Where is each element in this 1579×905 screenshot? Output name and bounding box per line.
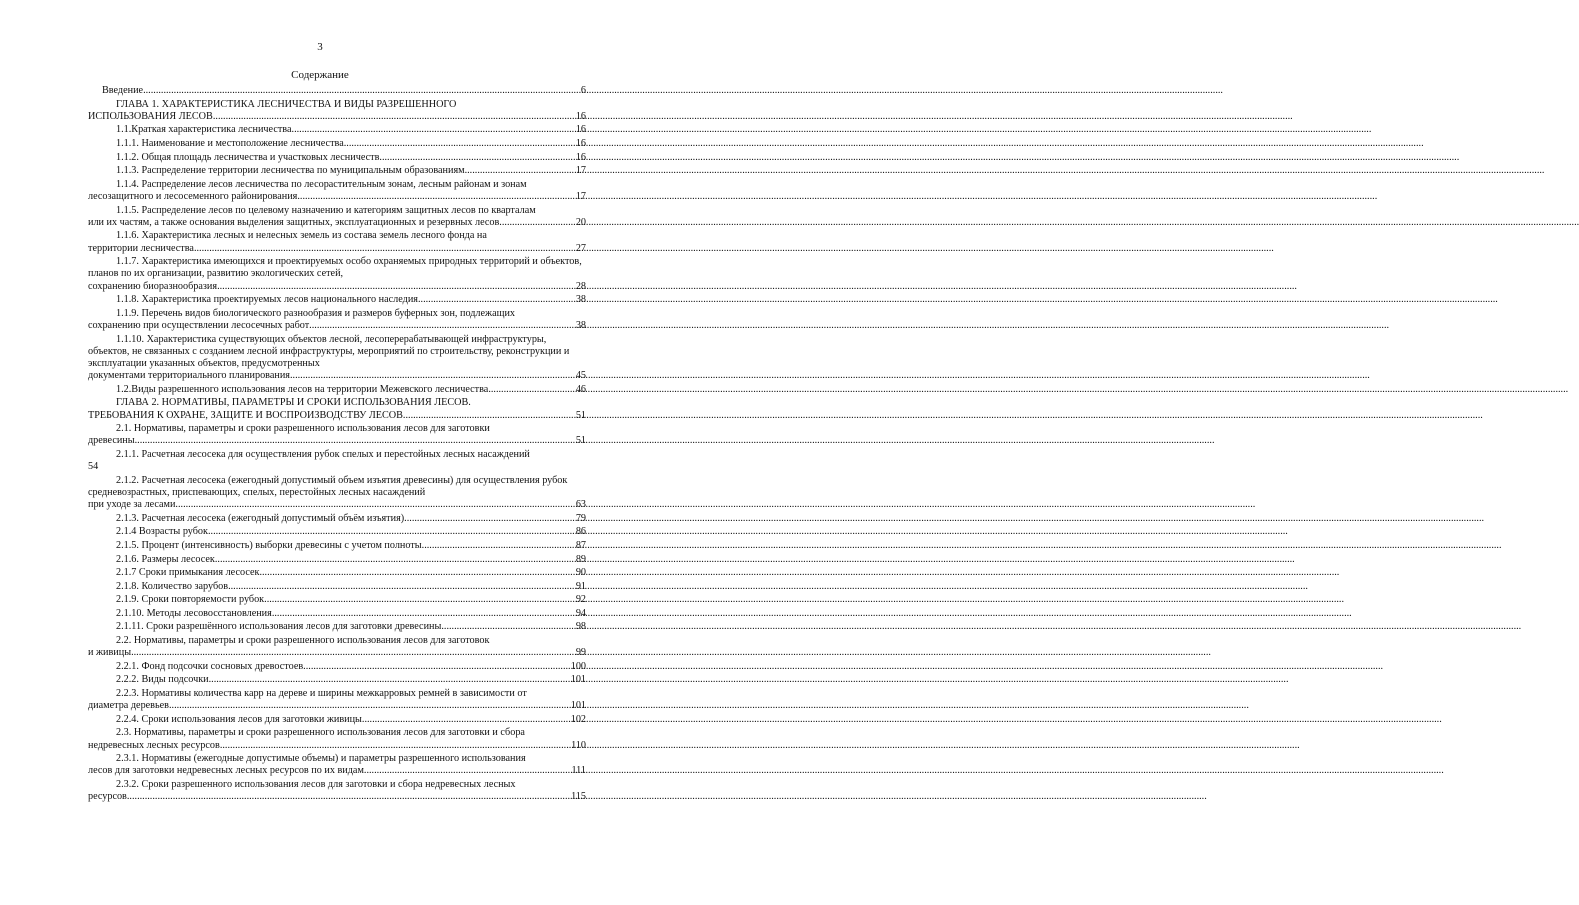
dot-leader [364,765,571,777]
toc-entry-text: 2.2. Нормативы, параметры и сроки разрешенного использования лесов для заготовок [116,635,490,647]
toc-entry-title: 2.1.6. Размеры лесосек [116,553,215,565]
toc-page-number: 87 [575,539,586,551]
toc-entry-title: 2.1.11. Сроки разрешённого использования лесов для заготовки древесины [116,621,442,633]
dot-leader [127,791,570,803]
toc-page-number: 16 [575,110,586,122]
toc-entry-title: 1.1.1. Наименование и местоположение лесничества [116,137,344,149]
toc-entry-title: недревесных лесных ресурсов [88,739,220,751]
toc-entry-title: 2.1.9. Сроки повторяемости рубок [116,594,265,606]
toc-entry-title: при уходе за лесами [88,499,176,511]
toc-entry-title: 54 [88,461,99,473]
toc-entry[interactable] [88,165,586,177]
toc-entry[interactable] [88,449,586,473]
toc-page-number: 45 [575,370,586,382]
toc-page-number: 6 [580,85,586,96]
toc-entry-title: 2.2.2. Виды подсочки [116,674,209,686]
toc-entry-text: 2.3.1. Нормативы (ежегодные допустимые объемы) и параметры разрешенного использования [116,753,526,765]
toc-entry[interactable] [88,661,586,673]
dot-leader [379,152,574,164]
toc-entry-title: 2.1.8. Количество зарубов [116,580,229,592]
toc-entry[interactable] [88,635,586,659]
toc-page-number: 79 [575,512,586,524]
dot-leader [169,700,570,712]
dot-leader [259,567,574,579]
toc-page-number: 89 [575,553,586,565]
toc-entry[interactable] [88,99,586,123]
toc-entry-title: 2.1.3. Расчетная лесосека (ежегодный допустимый объём изъятия) [116,512,405,524]
dot-leader [194,243,575,255]
toc-page-number: 16 [575,124,586,136]
toc-entry-title: 1.2.Виды разрешенного использования лесов на территории Межевского лесничества [116,383,489,395]
toc-page-number: 63 [575,499,586,511]
toc-entry[interactable] [88,308,586,332]
toc-entry[interactable] [88,688,586,712]
toc-entry[interactable] [88,779,586,803]
dot-leader [441,621,574,633]
toc-page-number: 86 [575,526,586,538]
toc-entry[interactable] [88,608,586,620]
toc-entry-title: диаметра деревьев [88,700,169,712]
toc-page-number: 46 [575,383,586,395]
toc-page-number: 110 [571,739,586,751]
toc-entry-text: 2.1. Нормативы, параметры и сроки разрешенного использования лесов для заготовки [116,423,490,435]
toc-entry-title: лесозащитного и лесосеменного районирования [88,190,298,202]
toc-page-number: 16 [575,137,586,149]
toc-entry[interactable] [88,581,586,593]
toc-page-number: 100 [570,660,586,672]
toc-page-number: 51 [575,409,586,421]
toc-entry-text: 2.2.3. Нормативы количества карр на дереве и ширины межкарровых ремней в зависимости от [116,688,527,700]
toc-entry-title: 1.1.Краткая характеристика лесничества [116,124,292,136]
toc-entry-text: 2.3. Нормативы, параметры и сроки разрешенного использования лесов для заготовки и сбора [116,727,525,739]
dot-leader [228,581,575,593]
toc-page-number: 92 [575,594,586,606]
toc-entry-text: 1.1.7. Характеристика имеющихся и проектируемых особо охраняемых природных территорий и объектов, планов по их организации, развитию экологических сетей, [88,256,582,280]
toc-entry[interactable] [88,475,586,512]
toc-entry[interactable] [88,152,586,164]
toc-entry-title: 1.1.3. Распределение территории лесничества по муниципальным образованиям [116,165,465,177]
toc-page-number: 101 [570,674,586,686]
toc-entry[interactable] [88,334,586,383]
toc-entry[interactable] [88,554,586,566]
dot-leader [135,435,575,447]
toc-entry[interactable] [88,423,586,447]
toc-page-number: 51 [575,435,586,447]
dot-leader [404,513,575,525]
toc-entry-text: 1.1.4. Распределение лесов лесничества по лесорастительным зонам, лесным районам и зонам [116,178,527,190]
toc-entry-title: 2.1.7 Сроки примыкания лесосек [116,567,260,579]
toc-page-number: 111 [571,765,586,777]
toc-page-number: 98 [575,621,586,633]
dot-leader [303,661,570,673]
dot-leader [208,526,575,538]
table-of-contents [88,85,586,805]
toc-entry[interactable] [88,621,586,633]
dot-leader [292,124,575,136]
toc-entry-text: ГЛАВА 2. НОРМАТИВЫ, ПАРАМЕТРЫ И СРОКИ ИСПОЛЬЗОВАНИЯ ЛЕСОВ. [116,397,471,409]
toc-entry-title: 2.1.5. Процент (интенсивность) выборки древесины с учетом полноты [116,539,422,551]
dot-leader [220,740,570,752]
toc-page-number: 94 [575,607,586,619]
dot-leader [344,138,575,150]
toc-entry[interactable] [88,540,586,552]
toc-page-number: 28 [575,280,586,292]
toc-entry-title: сохранению биоразнообразия [88,280,218,292]
toc-entry-title: территории лесничества [88,242,194,254]
dot-leader [362,714,570,726]
dot-leader [131,647,575,659]
toc-page-number: 38 [575,294,586,306]
dot-leader [215,554,575,566]
toc-entry[interactable] [88,674,586,686]
toc-entry-title: документами территориального планирования [88,370,290,382]
toc-page-number: 115 [571,791,586,803]
toc-entry[interactable] [88,753,586,777]
toc-entry-title: 2.1.4 Возрасты рубок [116,526,208,538]
toc-entry[interactable] [88,714,586,726]
toc-entry[interactable] [88,205,586,229]
toc-entry-title: ИСПОЛЬЗОВАНИЯ ЛЕСОВ [88,110,213,122]
toc-entry-text: 2.1.1. Расчетная лесосека для осуществления рубок спелых и перестойных лесных насаждений [116,448,530,460]
toc-title: Содержание [291,69,349,81]
toc-entry-title: 1.1.8. Характеристика проектируемых лесов национального наследия [116,294,418,306]
toc-page-number: 27 [575,242,586,254]
toc-entry-text: 1.1.10. Характеристика существующих объектов лесной, лесоперерабатывающей инфраструктуры, объектов, не связанных с созданием лесной инфраструктуры, мероприятий по строительству, реконструкции и эксплуатации указанных объектов, предусмотренных [88,333,570,369]
toc-entry[interactable] [88,567,586,579]
toc-page-number: 20 [575,216,586,228]
dot-leader [309,320,575,332]
toc-entry[interactable] [88,230,586,254]
toc-entry[interactable] [88,256,586,293]
toc-page-number: 91 [575,580,586,592]
dot-leader [272,608,575,620]
toc-entry[interactable] [88,594,586,606]
dot-leader [465,165,575,177]
toc-entry[interactable] [88,294,586,306]
dot-leader [143,85,580,97]
toc-page-number: 17 [575,165,586,177]
page-number: 3 [317,41,323,53]
toc-page-number: 38 [575,319,586,331]
toc-entry-title: ТРЕБОВАНИЯ К ОХРАНЕ, ЗАЩИТЕ И ВОСПРОИЗВОДСТВУ ЛЕСОВ [88,409,403,421]
toc-entry-title: 2.2.4. Сроки использования лесов для заготовки живицы [116,713,362,725]
toc-entry-title: лесов для заготовки недревесных лесных ресурсов по их видам [88,765,364,777]
toc-entry-text: ГЛАВА 1. ХАРАКТЕРИСТИКА ЛЕСНИЧЕСТВА И ВИДЫ РАЗРЕШЕННОГО [116,98,457,110]
dot-leader [418,294,575,306]
toc-page-number: 90 [575,567,586,579]
dot-leader [297,191,574,203]
toc-entry-text: 1.1.9. Перечень видов биологического разнообразия и размеров буферных зон, подлежащих [116,307,515,319]
toc-page-number: 16 [575,151,586,163]
toc-entry-title: 2.1.10. Методы лесовосстановления [116,607,272,619]
toc-page-number: 17 [575,190,586,202]
dot-leader [403,410,575,422]
toc-entry[interactable] [88,179,586,203]
toc-entry-title: 1.1.2. Общая площадь лесничества и участковых лесничеств [116,151,380,163]
toc-entry[interactable] [88,397,586,421]
toc-entry-text: 2.3.2. Сроки разрешенного использования лесов для заготовки и сбора недревесных лесных [116,779,516,791]
dot-leader [290,370,575,382]
dot-leader [217,281,575,293]
toc-entry-text: 1.1.6. Характеристика лесных и нелесных земель из состава земель лесного фонда на [116,230,487,242]
toc-entry-title: древесины [88,435,135,447]
dot-leader [264,594,575,606]
toc-entry[interactable] [88,384,586,396]
dot-leader [422,540,575,552]
toc-entry-title: Введение [102,85,144,96]
toc-entry-title: 2.2.1. Фонд подсочки сосновых древостоев [116,660,304,672]
toc-entry[interactable] [88,526,586,538]
dot-leader [488,384,575,396]
toc-entry-text: 2.1.2. Расчетная лесосека (ежегодный допустимый объем изъятия древесины) для осуществления рубок средневозрастных, приспевающих, спелых, перестойных лесных насаждений [88,474,568,498]
dot-leader [175,499,574,511]
toc-page-number: 102 [570,713,586,725]
toc-entry-title: и живицы [88,647,132,659]
dot-leader [213,111,575,123]
dot-leader [209,674,570,686]
toc-entry-title: сохранению при осуществлении лесосечных работ [88,319,310,331]
toc-entry[interactable] [88,727,586,751]
toc-entry-title: или их частям, а также основания выделения защитных, эксплуатационных и резервных лесов [88,216,500,228]
dot-leader [499,217,575,229]
toc-page-number: 99 [575,647,586,659]
toc-entry-title: ресурсов [88,791,127,803]
toc-entry[interactable] [88,85,586,97]
toc-entry-text: 1.1.5. Распределение лесов по целевому назначению и категориям защитных лесов по кварталам [116,204,536,216]
toc-entry[interactable] [88,124,586,136]
toc-entry[interactable] [88,513,586,525]
toc-page-number: 101 [570,700,586,712]
toc-entry[interactable] [88,138,586,150]
